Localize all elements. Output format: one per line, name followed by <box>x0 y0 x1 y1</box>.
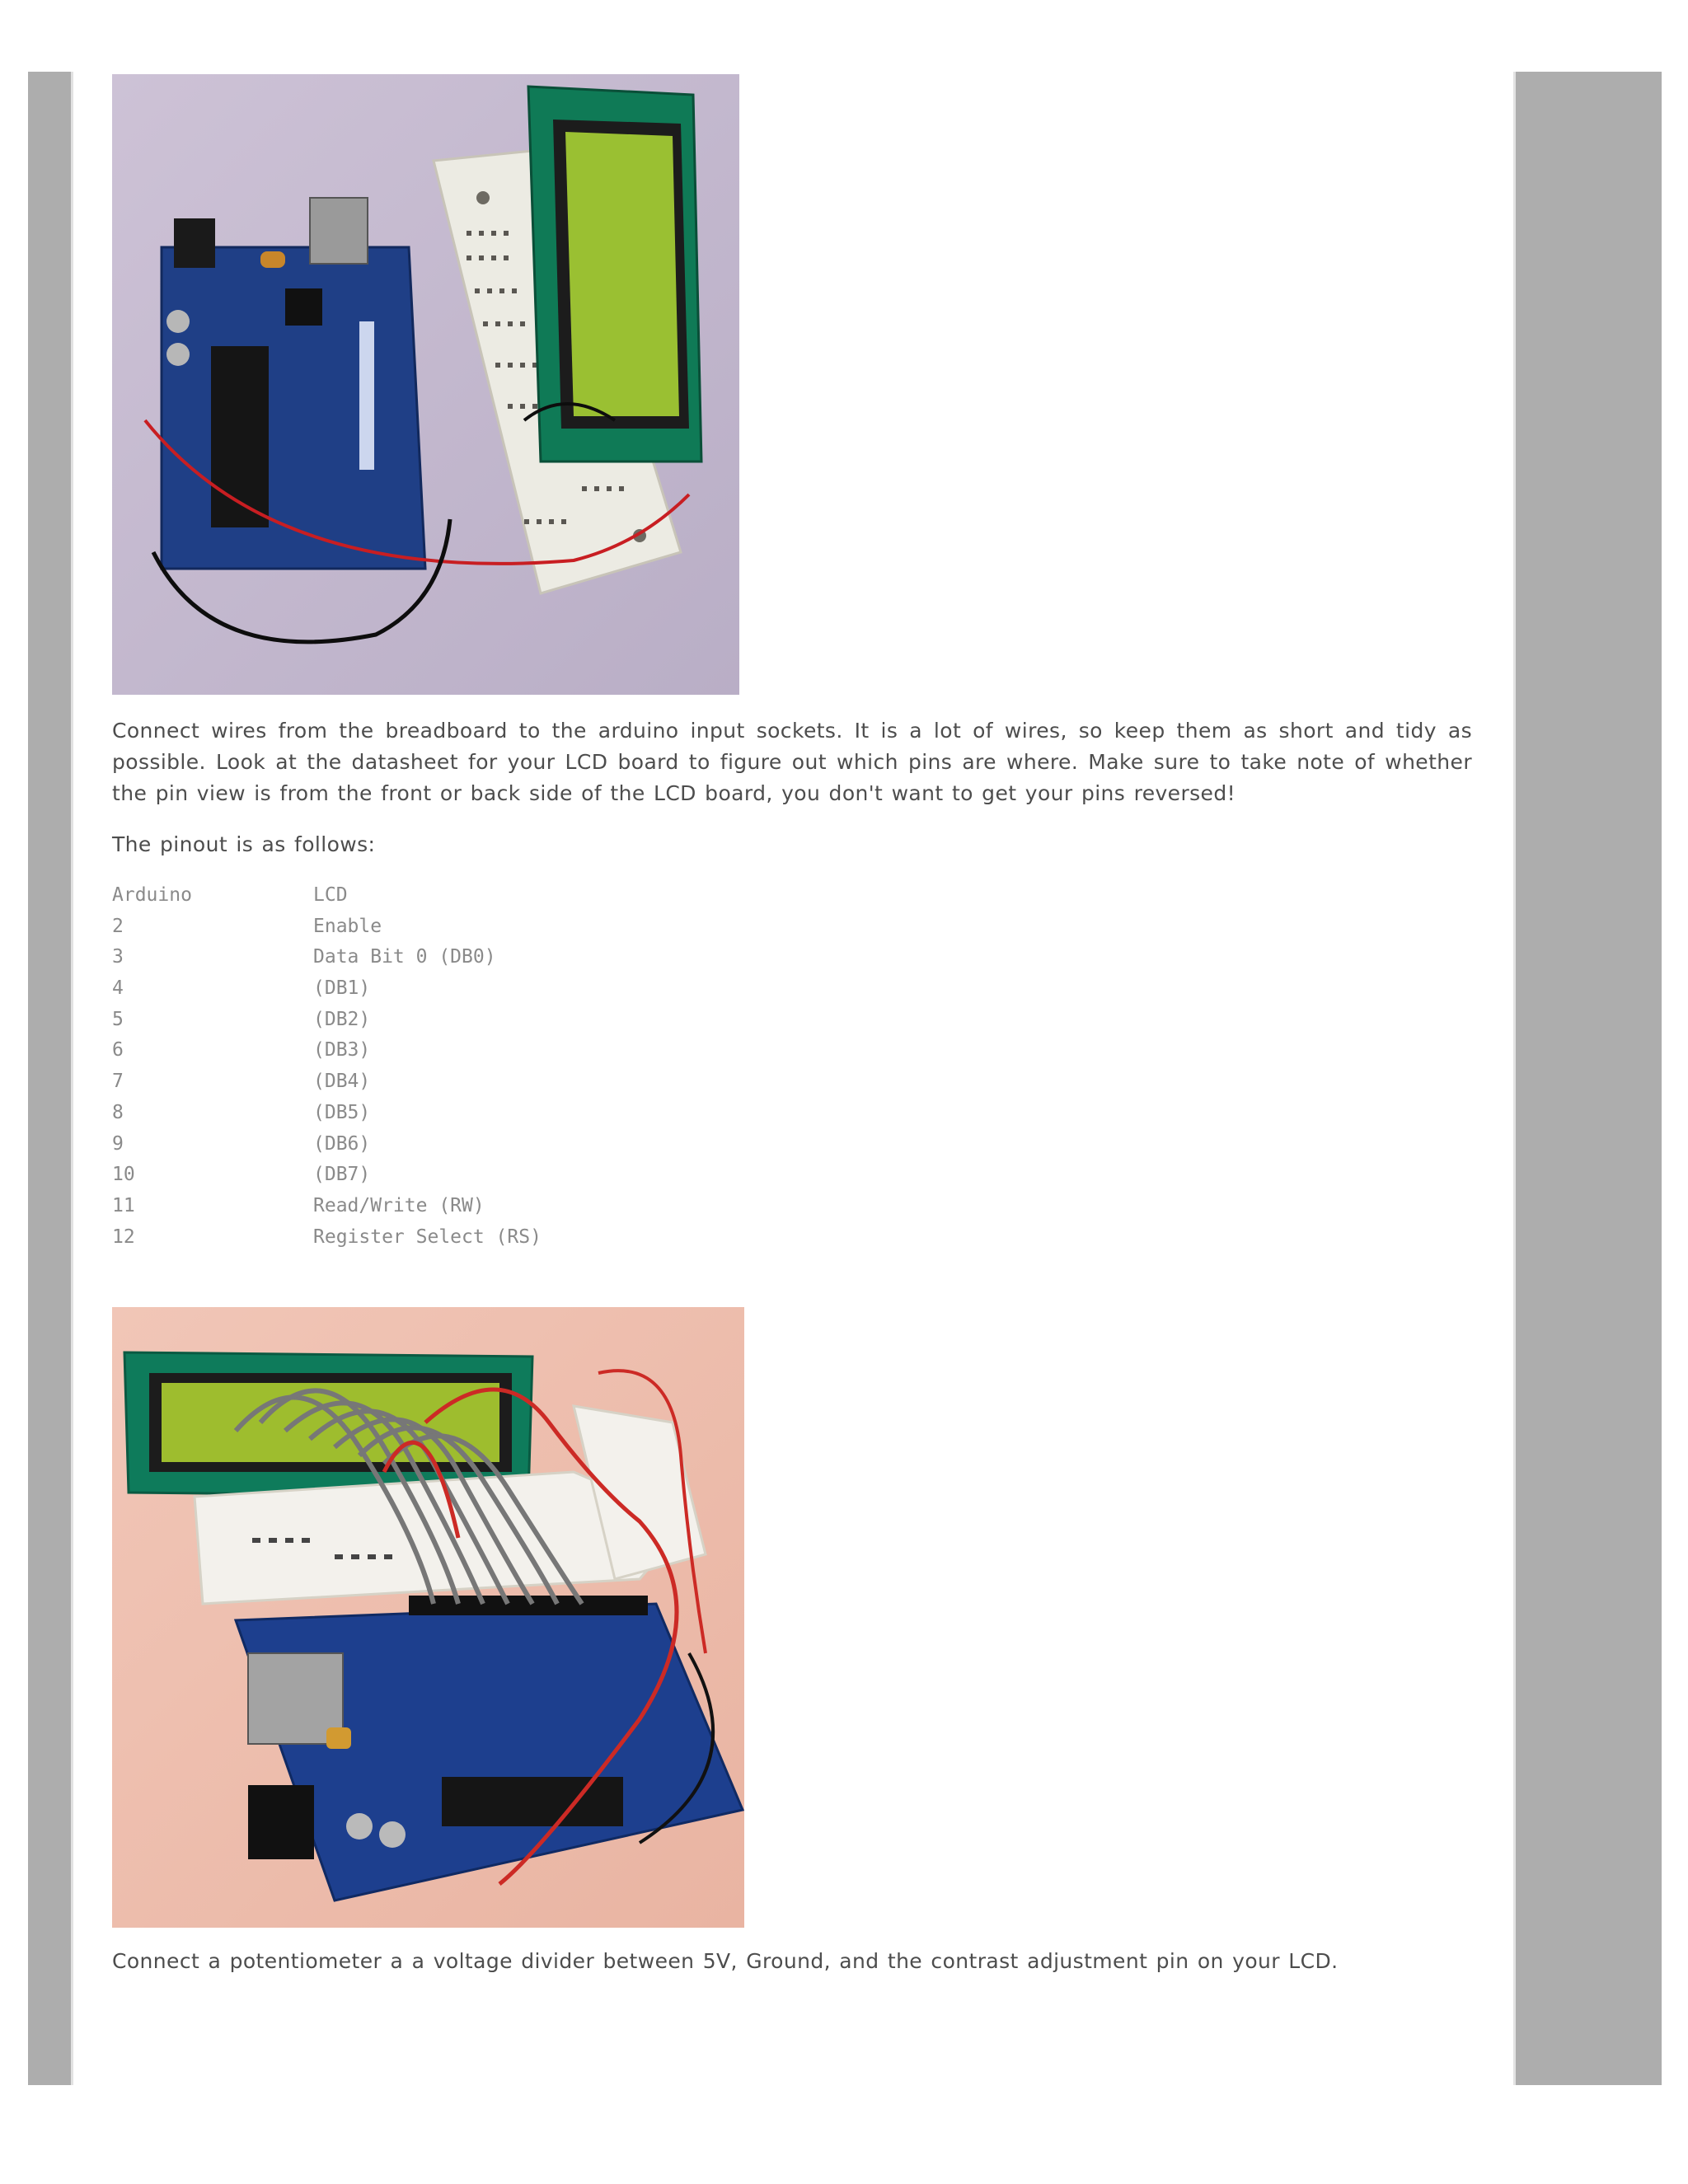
wiring-instructions: Connect wires from the breadboard to the arduino input sockets. It is a lot of wires, so keep them as short and tidy as possible. Look at the datasheet for your LCD board to figure out which pins are where. Make sure to take note of whether the pin view is from the front or back side of the LCD board, you don't want to get your pins reversed! <box>112 719 1472 805</box>
pinout-row <box>112 1035 1472 1066</box>
arduino-wired-photo <box>112 1307 744 1928</box>
pinout-lcd-pin: (DB2) <box>313 1008 371 1030</box>
pinout-arduino-pin: 6 <box>112 1039 124 1062</box>
pinout-lcd-pin: (DB3) <box>313 1039 371 1062</box>
pinout-row <box>112 1098 1472 1129</box>
pinout-row <box>112 973 1472 1005</box>
pinout-header-lcd: LCD <box>313 884 348 906</box>
pinout-row <box>112 1222 1472 1254</box>
pinout-arduino-pin: 4 <box>112 977 124 1000</box>
pinout-lcd-pin: (DB7) <box>313 1164 371 1186</box>
pinout-lcd-pin: Data Bit 0 (DB0) <box>313 946 496 968</box>
pinout-row <box>112 1191 1472 1222</box>
pinout-lcd-pin: (DB4) <box>313 1071 371 1093</box>
pinout-arduino-pin: 8 <box>112 1101 124 1123</box>
pinout-arduino-pin: 5 <box>112 1008 124 1030</box>
pinout-lcd-pin: Register Select (RS) <box>313 1226 542 1248</box>
pinout-lcd-pin: Read/Write (RW) <box>313 1194 485 1216</box>
arduino-wired-photo-illustration <box>112 1307 744 1928</box>
pinout-arduino-pin: 7 <box>112 1071 124 1093</box>
pinout-lcd-pin: (DB5) <box>313 1101 371 1123</box>
pinout-header-row <box>112 880 1472 912</box>
pinout-row <box>112 1160 1472 1191</box>
pinout-arduino-pin: 3 <box>112 946 124 968</box>
pinout-arduino-pin: 11 <box>112 1194 135 1216</box>
article-content <box>112 74 1472 1977</box>
pinout-row <box>112 912 1472 943</box>
left-gutter <box>28 72 71 2085</box>
pinout-arduino-pin: 10 <box>112 1164 135 1186</box>
pinout-row <box>112 1066 1472 1098</box>
pinout-header-arduino: Arduino <box>112 884 192 906</box>
arduino-lcd-photo-illustration <box>112 74 739 695</box>
pinout-table <box>112 880 1472 1253</box>
pinout-arduino-pin: 2 <box>112 915 124 937</box>
arduino-lcd-photo <box>112 74 739 695</box>
potentiometer-instructions: Connect a potentiometer a a voltage divider between 5V, Ground, and the contrast adjustment pin on your LCD. <box>112 1949 1339 1974</box>
pinout-row <box>112 1005 1472 1036</box>
pinout-intro: The pinout is as follows: <box>112 832 376 856</box>
pinout-row <box>112 1129 1472 1160</box>
pinout-lcd-pin: (DB6) <box>313 1132 371 1155</box>
pinout-lcd-pin: Enable <box>313 915 382 937</box>
pinout-row <box>112 942 1472 973</box>
pinout-lcd-pin: (DB1) <box>313 977 371 1000</box>
right-gutter <box>1516 72 1662 2085</box>
pinout-arduino-pin: 9 <box>112 1132 124 1155</box>
pinout-arduino-pin: 12 <box>112 1226 135 1248</box>
